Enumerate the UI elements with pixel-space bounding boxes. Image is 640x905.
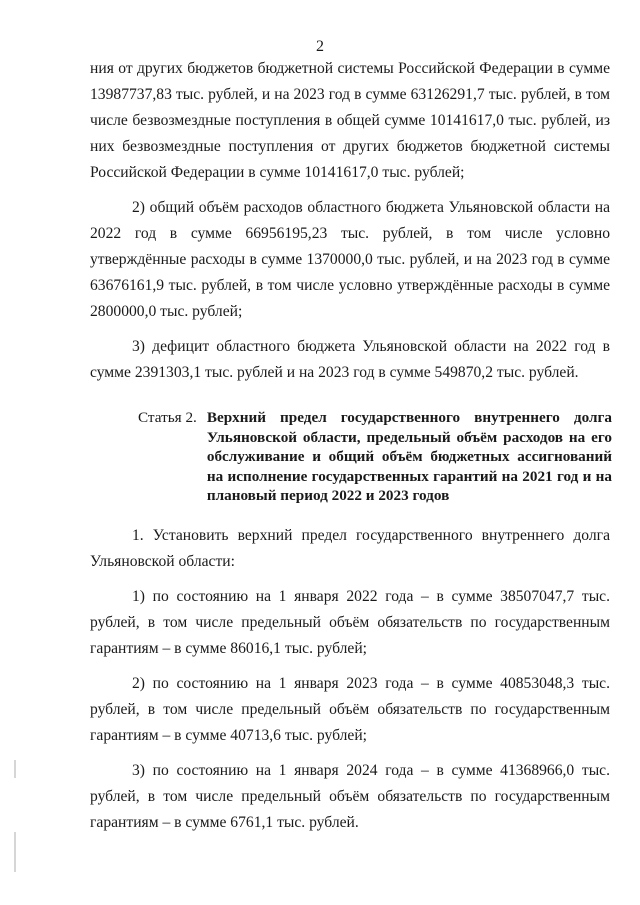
scan-margin-mark (14, 760, 16, 778)
page-number: 2 (316, 38, 324, 55)
paragraph-debt-2022: 1) по состоянию на 1 января 2022 года – в сумме 38507047,7 тыс. рублей, в том числе предельный объём обязательств по государственным гарантиям – в сумме 86016,1 тыс. рублей; (90, 588, 610, 657)
body-section-top (90, 56, 610, 386)
paragraph-expenditure: 2) общий объём расходов областного бюджета Ульяновской области на 2022 год в сумме 66956195,23 тыс. рублей, в том числе условно утверждённые расходы в сумме 1370000,0 тыс. рублей, и на 2023 год в сумме 63676161,9 тыс. рублей, в том числе условно утверждённые расходы в сумме 2800000,0 тыс. рублей; (90, 199, 610, 320)
article-label: Статья 2. (138, 409, 197, 426)
scan-margin-mark (14, 832, 16, 872)
article-title: Верхний предел государственного внутреннего долга Ульяновской области, предельный объём расходов на его обслуживание и общий объём бюджетных ассигнований на исполнение государственных гарантий на 2021 год и на плановый период 2022 и 2023 годов (206, 409, 612, 504)
paragraph-debt-2024: 3) по состоянию на 1 января 2024 года – в сумме 41368966,0 тыс. рублей, в том числе предельный объём обязательств по государственным гарантиям – в сумме 6761,1 тыс. рублей. (90, 762, 610, 831)
body-section-bottom (90, 523, 610, 836)
article-heading (138, 408, 612, 506)
paragraph-debt-limit-intro: 1. Установить верхний предел государственного внутреннего долга Ульяновской области: (90, 527, 610, 570)
paragraph-debt-2023: 2) по состоянию на 1 января 2023 года – в сумме 40853048,3 тыс. рублей, в том числе предельный объём обязательств по государственным гарантиям – в сумме 40713,6 тыс. рублей; (90, 675, 610, 744)
paragraph-revenue-continuation: ния от других бюджетов бюджетной системы Российской Федерации в сумме 13987737,83 тыс. рублей, и на 2023 год в сумме 63126291,7 тыс. рублей, в том числе безвозмездные поступления в общей сумме 10141617,0 тыс. рублей, из них безвозмездные поступления от других бюджетов бюджетной системы Российской Федерации в сумме 10141617,0 тыс. рублей; (90, 60, 610, 181)
paragraph-deficit: 3) дефицит областного бюджета Ульяновской области на 2022 год в сумме 2391303,1 тыс. рублей и на 2023 год в сумме 549870,2 тыс. рублей. (90, 338, 610, 381)
